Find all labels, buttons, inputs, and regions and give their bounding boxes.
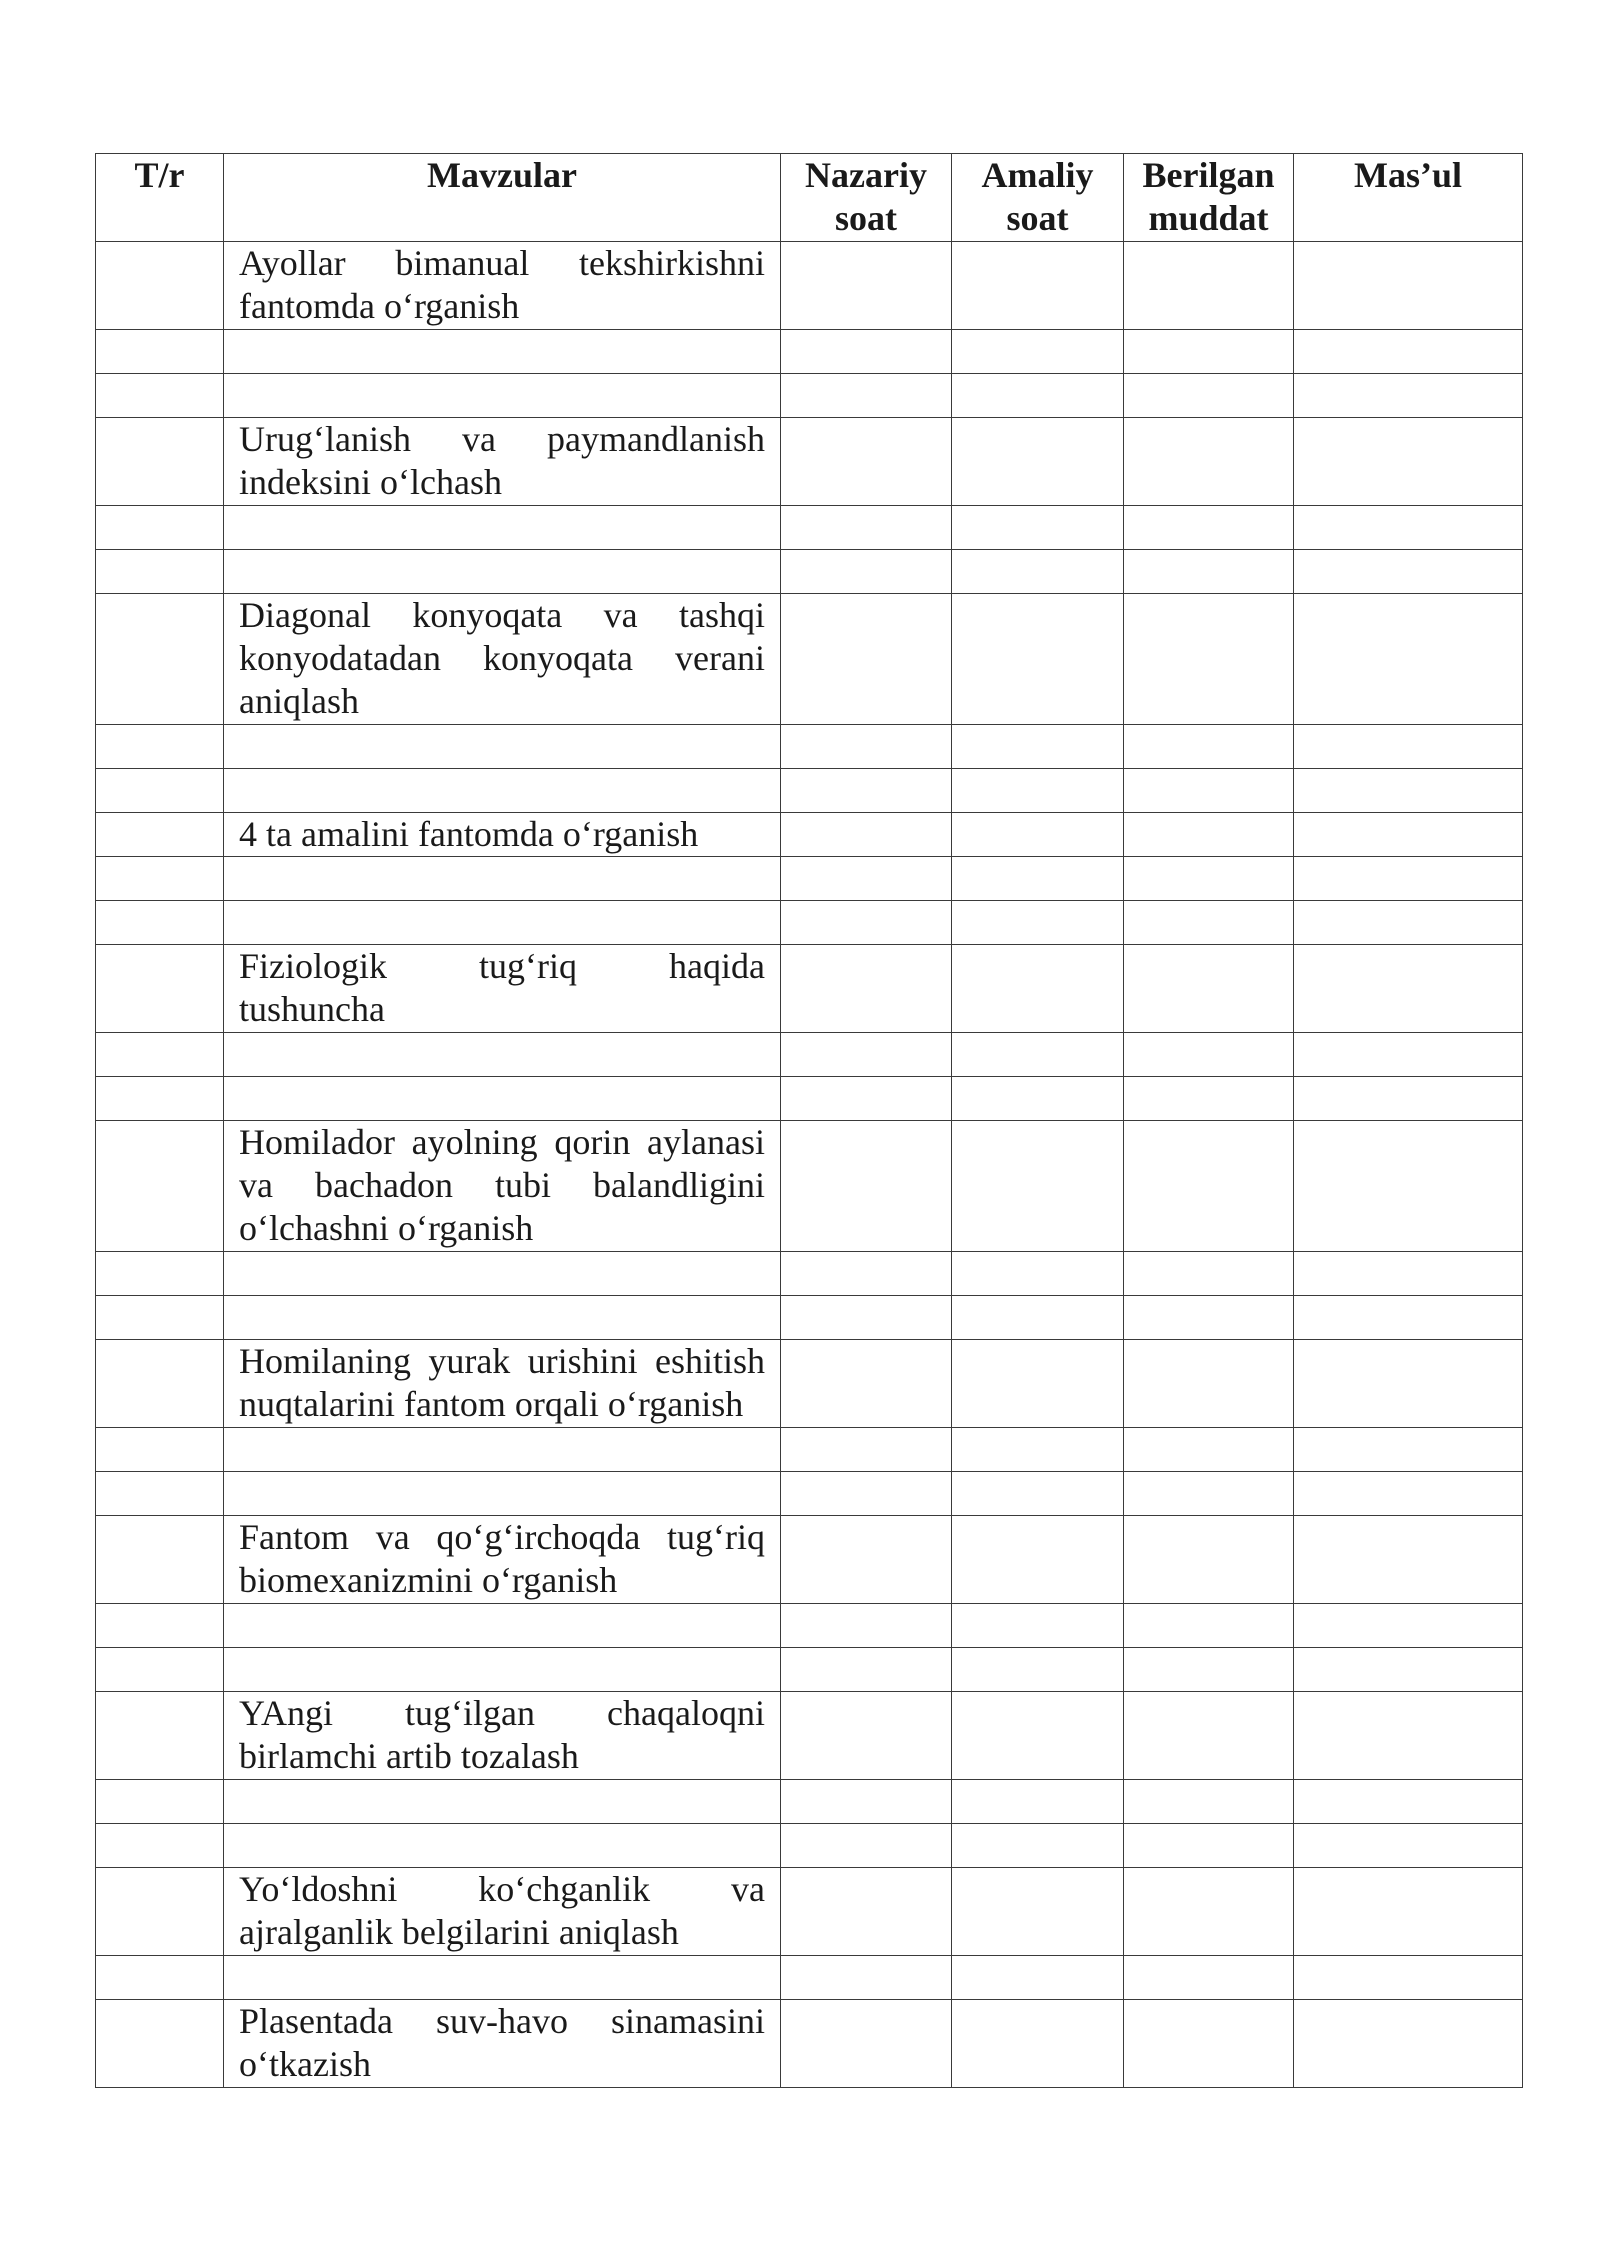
cell-nazariy-soat <box>781 1077 952 1121</box>
cell-tr <box>96 418 224 506</box>
cell-topic <box>224 1121 781 1252</box>
cell-topic <box>224 594 781 725</box>
cell-topic <box>224 1648 781 1692</box>
cell-berilgan-muddat <box>1124 1868 1294 1956</box>
cell-berilgan-muddat <box>1124 813 1294 857</box>
cell-masul <box>1294 1956 1523 2000</box>
cell-tr <box>96 725 224 769</box>
cell-tr <box>96 594 224 725</box>
cell-amaliy-soat <box>952 1516 1124 1604</box>
cell-berilgan-muddat <box>1124 1648 1294 1692</box>
cell-masul <box>1294 1121 1523 1252</box>
header-label-line: muddat <box>1148 198 1269 238</box>
cell-berilgan-muddat <box>1124 330 1294 374</box>
cell-amaliy-soat <box>952 1033 1124 1077</box>
header-mavzular <box>224 154 781 242</box>
cell-nazariy-soat <box>781 330 952 374</box>
cell-berilgan-muddat <box>1124 550 1294 594</box>
cell-nazariy-soat <box>781 374 952 418</box>
header-amaliy-soat <box>952 154 1124 242</box>
cell-amaliy-soat <box>952 945 1124 1033</box>
cell-nazariy-soat <box>781 1780 952 1824</box>
cell-tr <box>96 1428 224 1472</box>
table-row <box>96 2000 1523 2088</box>
cell-topic <box>224 945 781 1033</box>
table-row <box>96 506 1523 550</box>
cell-masul <box>1294 330 1523 374</box>
table-row <box>96 1868 1523 1956</box>
cell-amaliy-soat <box>952 2000 1124 2088</box>
cell-nazariy-soat <box>781 550 952 594</box>
topic-line: 4 ta amalini fantomda o‘rganish <box>239 814 699 854</box>
cell-topic <box>224 813 781 857</box>
cell-masul <box>1294 1428 1523 1472</box>
cell-berilgan-muddat <box>1124 1077 1294 1121</box>
cell-masul <box>1294 1252 1523 1296</box>
cell-tr <box>96 1692 224 1780</box>
topic-line: Fantom va qo‘g‘irchoqda tug‘riq <box>239 1517 765 1557</box>
header-label-line: T/r <box>134 155 185 195</box>
cell-tr <box>96 1296 224 1340</box>
cell-tr <box>96 1516 224 1604</box>
table-row <box>96 550 1523 594</box>
cell-nazariy-soat <box>781 1121 952 1252</box>
cell-berilgan-muddat <box>1124 506 1294 550</box>
topic-line: birlamchi artib tozalash <box>239 1736 579 1776</box>
cell-berilgan-muddat <box>1124 1033 1294 1077</box>
cell-berilgan-muddat <box>1124 1956 1294 2000</box>
topic-line: Homilador ayolning qorin aylanasi <box>239 1122 765 1162</box>
cell-berilgan-muddat <box>1124 242 1294 330</box>
topic-line: indeksini o‘lchash <box>239 462 502 502</box>
cell-tr <box>96 506 224 550</box>
cell-berilgan-muddat <box>1124 901 1294 945</box>
topic-line: Ayollar bimanual tekshirkishni <box>239 243 765 283</box>
cell-nazariy-soat <box>781 1252 952 1296</box>
table-body <box>96 242 1523 2088</box>
cell-berilgan-muddat <box>1124 594 1294 725</box>
cell-amaliy-soat <box>952 1252 1124 1296</box>
topic-line: Plasentada suv-havo sinamasini <box>239 2001 765 2041</box>
cell-nazariy-soat <box>781 1648 952 1692</box>
table-row <box>96 1956 1523 2000</box>
cell-nazariy-soat <box>781 2000 952 2088</box>
header-label-line: Mas’ul <box>1354 155 1462 195</box>
cell-topic <box>224 901 781 945</box>
cell-tr <box>96 1340 224 1428</box>
cell-amaliy-soat <box>952 1428 1124 1472</box>
cell-amaliy-soat <box>952 1604 1124 1648</box>
cell-nazariy-soat <box>781 945 952 1033</box>
topic-line: o‘lchashni o‘rganish <box>239 1208 534 1248</box>
cell-topic <box>224 1956 781 2000</box>
cell-masul <box>1294 374 1523 418</box>
cell-topic <box>224 1780 781 1824</box>
cell-berilgan-muddat <box>1124 1824 1294 1868</box>
cell-topic <box>224 1868 781 1956</box>
table-row <box>96 374 1523 418</box>
cell-topic <box>224 769 781 813</box>
table-row <box>96 594 1523 725</box>
cell-topic <box>224 1252 781 1296</box>
cell-tr <box>96 330 224 374</box>
topic-line: tushuncha <box>239 989 385 1029</box>
cell-tr <box>96 1604 224 1648</box>
cell-tr <box>96 1868 224 1956</box>
cell-nazariy-soat <box>781 594 952 725</box>
cell-nazariy-soat <box>781 769 952 813</box>
cell-tr <box>96 1077 224 1121</box>
table-row <box>96 857 1523 901</box>
cell-berilgan-muddat <box>1124 418 1294 506</box>
topic-line: konyodatadan konyoqata verani <box>239 638 765 678</box>
cell-nazariy-soat <box>781 418 952 506</box>
cell-nazariy-soat <box>781 1868 952 1956</box>
topic-line: Homilaning yurak urishini eshitish <box>239 1341 765 1381</box>
cell-amaliy-soat <box>952 725 1124 769</box>
cell-berilgan-muddat <box>1124 725 1294 769</box>
table-row <box>96 725 1523 769</box>
topic-line: Urug‘lanish va paymandlanish <box>239 419 765 459</box>
cell-masul <box>1294 725 1523 769</box>
cell-nazariy-soat <box>781 242 952 330</box>
cell-amaliy-soat <box>952 1956 1124 2000</box>
cell-amaliy-soat <box>952 813 1124 857</box>
header-tr <box>96 154 224 242</box>
cell-topic <box>224 1472 781 1516</box>
cell-tr <box>96 945 224 1033</box>
cell-nazariy-soat <box>781 1516 952 1604</box>
cell-tr <box>96 2000 224 2088</box>
cell-nazariy-soat <box>781 725 952 769</box>
cell-masul <box>1294 2000 1523 2088</box>
cell-amaliy-soat <box>952 242 1124 330</box>
cell-masul <box>1294 857 1523 901</box>
cell-amaliy-soat <box>952 1077 1124 1121</box>
cell-topic <box>224 506 781 550</box>
table-row <box>96 1340 1523 1428</box>
cell-masul <box>1294 550 1523 594</box>
cell-amaliy-soat <box>952 330 1124 374</box>
cell-masul <box>1294 1648 1523 1692</box>
cell-topic <box>224 374 781 418</box>
cell-tr <box>96 1252 224 1296</box>
header-berilgan-muddat <box>1124 154 1294 242</box>
table-row <box>96 1780 1523 1824</box>
cell-masul <box>1294 1033 1523 1077</box>
cell-topic <box>224 2000 781 2088</box>
cell-masul <box>1294 945 1523 1033</box>
cell-amaliy-soat <box>952 550 1124 594</box>
topic-line: fantomda o‘rganish <box>239 286 520 326</box>
table-row <box>96 1121 1523 1252</box>
cell-nazariy-soat <box>781 1692 952 1780</box>
topic-line: ajralganlik belgilarini aniqlash <box>239 1912 679 1952</box>
cell-amaliy-soat <box>952 857 1124 901</box>
cell-berilgan-muddat <box>1124 945 1294 1033</box>
cell-berilgan-muddat <box>1124 1121 1294 1252</box>
cell-nazariy-soat <box>781 1472 952 1516</box>
table-row <box>96 1692 1523 1780</box>
cell-amaliy-soat <box>952 1868 1124 1956</box>
header-label-line: Berilgan <box>1142 155 1275 195</box>
cell-nazariy-soat <box>781 1604 952 1648</box>
cell-topic <box>224 330 781 374</box>
cell-berilgan-muddat <box>1124 857 1294 901</box>
topic-line: YAngi tug‘ilgan chaqaloqni <box>239 1693 765 1733</box>
table-row <box>96 1516 1523 1604</box>
cell-masul <box>1294 1077 1523 1121</box>
cell-nazariy-soat <box>781 1340 952 1428</box>
cell-berilgan-muddat <box>1124 769 1294 813</box>
cell-masul <box>1294 1692 1523 1780</box>
header-label-line: Amaliy <box>981 155 1094 195</box>
cell-amaliy-soat <box>952 1472 1124 1516</box>
topic-line: Fiziologik tug‘riq haqida <box>239 946 765 986</box>
cell-tr <box>96 1121 224 1252</box>
topic-line: biomexanizmini o‘rganish <box>239 1560 618 1600</box>
cell-masul <box>1294 1516 1523 1604</box>
cell-amaliy-soat <box>952 1780 1124 1824</box>
cell-tr <box>96 242 224 330</box>
cell-berilgan-muddat <box>1124 1428 1294 1472</box>
cell-tr <box>96 1472 224 1516</box>
cell-masul <box>1294 594 1523 725</box>
cell-amaliy-soat <box>952 506 1124 550</box>
cell-nazariy-soat <box>781 813 952 857</box>
cell-nazariy-soat <box>781 1428 952 1472</box>
table-row <box>96 1648 1523 1692</box>
header-label-line: soat <box>1006 198 1069 238</box>
cell-tr <box>96 1956 224 2000</box>
cell-masul <box>1294 1824 1523 1868</box>
table-row <box>96 242 1523 330</box>
cell-amaliy-soat <box>952 1648 1124 1692</box>
cell-berilgan-muddat <box>1124 1692 1294 1780</box>
topic-line: Yo‘ldoshni ko‘chganlik va <box>239 1869 765 1909</box>
cell-amaliy-soat <box>952 1340 1124 1428</box>
table-row <box>96 1296 1523 1340</box>
cell-nazariy-soat <box>781 1033 952 1077</box>
cell-topic <box>224 418 781 506</box>
cell-tr <box>96 857 224 901</box>
cell-berilgan-muddat <box>1124 1472 1294 1516</box>
topic-line: va bachadon tubi balandligini <box>239 1165 765 1205</box>
table-row <box>96 769 1523 813</box>
cell-tr <box>96 901 224 945</box>
cell-masul <box>1294 506 1523 550</box>
table-row <box>96 1472 1523 1516</box>
cell-amaliy-soat <box>952 1121 1124 1252</box>
cell-topic <box>224 1077 781 1121</box>
cell-topic <box>224 1428 781 1472</box>
cell-amaliy-soat <box>952 1824 1124 1868</box>
cell-berilgan-muddat <box>1124 1252 1294 1296</box>
table-row <box>96 1077 1523 1121</box>
table-row <box>96 1604 1523 1648</box>
cell-topic <box>224 1604 781 1648</box>
cell-amaliy-soat <box>952 769 1124 813</box>
header-masul <box>1294 154 1523 242</box>
cell-masul <box>1294 1340 1523 1428</box>
table-row <box>96 1824 1523 1868</box>
cell-nazariy-soat <box>781 506 952 550</box>
cell-berilgan-muddat <box>1124 1340 1294 1428</box>
topic-line: Diagonal konyoqata va tashqi <box>239 595 765 635</box>
cell-nazariy-soat <box>781 1824 952 1868</box>
cell-topic <box>224 725 781 769</box>
topic-line: o‘tkazish <box>239 2044 371 2084</box>
cell-amaliy-soat <box>952 374 1124 418</box>
cell-tr <box>96 1033 224 1077</box>
table-row <box>96 418 1523 506</box>
cell-nazariy-soat <box>781 1296 952 1340</box>
cell-masul <box>1294 1296 1523 1340</box>
cell-masul <box>1294 1780 1523 1824</box>
cell-topic <box>224 1692 781 1780</box>
cell-amaliy-soat <box>952 1692 1124 1780</box>
table-row <box>96 813 1523 857</box>
cell-topic <box>224 242 781 330</box>
cell-tr <box>96 769 224 813</box>
topic-line: nuqtalarini fantom orqali o‘rganish <box>239 1384 744 1424</box>
table-row <box>96 1428 1523 1472</box>
cell-topic <box>224 1516 781 1604</box>
cell-topic <box>224 1296 781 1340</box>
cell-topic <box>224 1824 781 1868</box>
cell-tr <box>96 1648 224 1692</box>
table-row <box>96 1033 1523 1077</box>
cell-masul <box>1294 813 1523 857</box>
cell-amaliy-soat <box>952 1296 1124 1340</box>
cell-tr <box>96 550 224 594</box>
topics-table <box>95 153 1523 2088</box>
cell-tr <box>96 1780 224 1824</box>
cell-amaliy-soat <box>952 594 1124 725</box>
cell-topic <box>224 1340 781 1428</box>
cell-topic <box>224 550 781 594</box>
topic-line: aniqlash <box>239 681 359 721</box>
table-row <box>96 901 1523 945</box>
table-header-row <box>96 154 1523 242</box>
cell-berilgan-muddat <box>1124 1296 1294 1340</box>
cell-masul <box>1294 242 1523 330</box>
cell-topic <box>224 1033 781 1077</box>
cell-masul <box>1294 769 1523 813</box>
cell-masul <box>1294 1868 1523 1956</box>
cell-berilgan-muddat <box>1124 2000 1294 2088</box>
cell-amaliy-soat <box>952 418 1124 506</box>
cell-tr <box>96 813 224 857</box>
cell-masul <box>1294 418 1523 506</box>
cell-berilgan-muddat <box>1124 1604 1294 1648</box>
table-row <box>96 330 1523 374</box>
cell-tr <box>96 1824 224 1868</box>
cell-berilgan-muddat <box>1124 374 1294 418</box>
cell-masul <box>1294 1604 1523 1648</box>
cell-nazariy-soat <box>781 1956 952 2000</box>
cell-berilgan-muddat <box>1124 1516 1294 1604</box>
table-row <box>96 945 1523 1033</box>
cell-berilgan-muddat <box>1124 1780 1294 1824</box>
cell-nazariy-soat <box>781 901 952 945</box>
cell-nazariy-soat <box>781 857 952 901</box>
header-nazariy-soat <box>781 154 952 242</box>
cell-tr <box>96 374 224 418</box>
table-row <box>96 1252 1523 1296</box>
cell-masul <box>1294 1472 1523 1516</box>
cell-masul <box>1294 901 1523 945</box>
header-label-line: soat <box>835 198 897 238</box>
header-label-line: Mavzular <box>427 155 577 195</box>
header-label-line: Nazariy <box>805 155 927 195</box>
cell-topic <box>224 857 781 901</box>
cell-amaliy-soat <box>952 901 1124 945</box>
